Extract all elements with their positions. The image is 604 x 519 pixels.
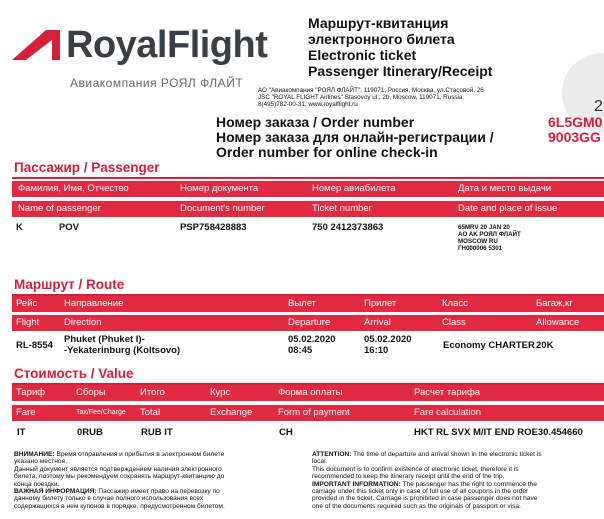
fare-value: IT (17, 427, 26, 438)
passenger-section-title: Пассажир / Passenger (14, 160, 160, 175)
order-labels: Номер заказа / Order number Номер заказа для онлайн-регистрации / Order number for online check-in (216, 114, 494, 160)
passenger-name: K POV (16, 222, 79, 234)
document-title: Маршрут-квитанция электронного билета Electronic ticket Passenger Itinerary/Receipt (308, 15, 493, 79)
total-value: RUB IT (141, 427, 173, 438)
corner-digit: 2 (594, 98, 603, 115)
baggage-allowance: 20K (536, 340, 554, 351)
document-number: PSP758428883 (180, 222, 247, 233)
tax-value: 0RUB (77, 427, 103, 438)
arrival-time: 05.02.2020 16:10 (364, 334, 412, 356)
passenger-header-ru: Фамилия, Имя, Отчество Номер документа Номер авиабилета Дата и место выдачи (12, 181, 604, 197)
notes-russian: ВНИМАНИЕ: Время отправления и прибытия в электронном билете указано местное. Данный документ является подтверждением наличия электронного билета, поэтому мы рекомендуем сохранять маршрут-квитанцию до конца поездки. ВАЖНАЯ ИНФОРМАЦИЯ: Пассажир имеет право на перевозку по данному билету только в случае полного использования всех содержащихся в нем купонов в порядке, предусмотренном билетом. (14, 451, 225, 510)
flight-number: RL-8554 (16, 340, 53, 351)
route-header-en: Flight Direction Departure Arrival Class Allowance (12, 315, 604, 331)
issue-info: 65MRV 20 JAN 20 AO AK РОЯЛ ФЛАЙТ MOSCOW RU ГН000006 5301 (458, 224, 521, 252)
brand-name: RoyalFlight (66, 24, 268, 66)
value-header-en: Fare Tax/Fee/Charge Total Exchange Form of payment Fare calculation (12, 405, 604, 421)
value-header-ru: Тариф Сборы Итого Курс Форма оплаты Расчет тарифа (12, 385, 604, 401)
route-header-ru: Рейс Направление Вылет Прилет Класс Багаж,кг (12, 296, 604, 312)
departure-time: 05.02.2020 08:45 (288, 334, 336, 356)
passenger-divider (12, 177, 604, 179)
payment-form: CH (279, 427, 293, 438)
royalflight-logo-icon (12, 30, 60, 60)
airline-address: АО "Авиакомпания "РОЯЛ ФЛАЙТ", 119071, Россия, Москва, ул.Стасовой, 26 JSC "ROYAL FLIGHT Airlines" Stasovoy ul., 2b, Moscow, 119071, Russia 8(495)782-00-31, www.royalflight.ru (258, 87, 484, 109)
route-section-title: Маршрут / Route (14, 277, 125, 292)
fare-class: Economy CHARTER (443, 340, 535, 351)
flight-direction: Phuket (Phuket I)- -Yekaterinburg (Koltsovo) (64, 334, 181, 356)
value-section-title: Стоимость / Value (14, 366, 134, 381)
fare-calculation: HKT RL SVX M/IT END ROE30.454660 (414, 427, 583, 438)
brand-subtitle: Авиакомпания РОЯЛ ФЛАЙТ (70, 76, 244, 90)
notes-english: ATTENTION: The time of departure and arrival shown in the electronic ticket is local. This document is to confirm existence of electronic ticket, therefore it is recommended to keep the itinerary receipt until the end of the trip. IMPORTANT INFORMATION: The passenger has the right to commence the carriage under this ticket only in case of full use of all coupons in the order provided in the ticket. Carriage is prohibited in case passenger does not have one of the documents required such as the originals of passport or visa. (312, 451, 542, 510)
ticket-number: 750 2412373863 (312, 222, 384, 233)
order-number: 6L5GM0 9003GG (548, 114, 603, 145)
passenger-header-en: Name of passenger Document's number Ticket number Date and place of issue (12, 201, 604, 217)
